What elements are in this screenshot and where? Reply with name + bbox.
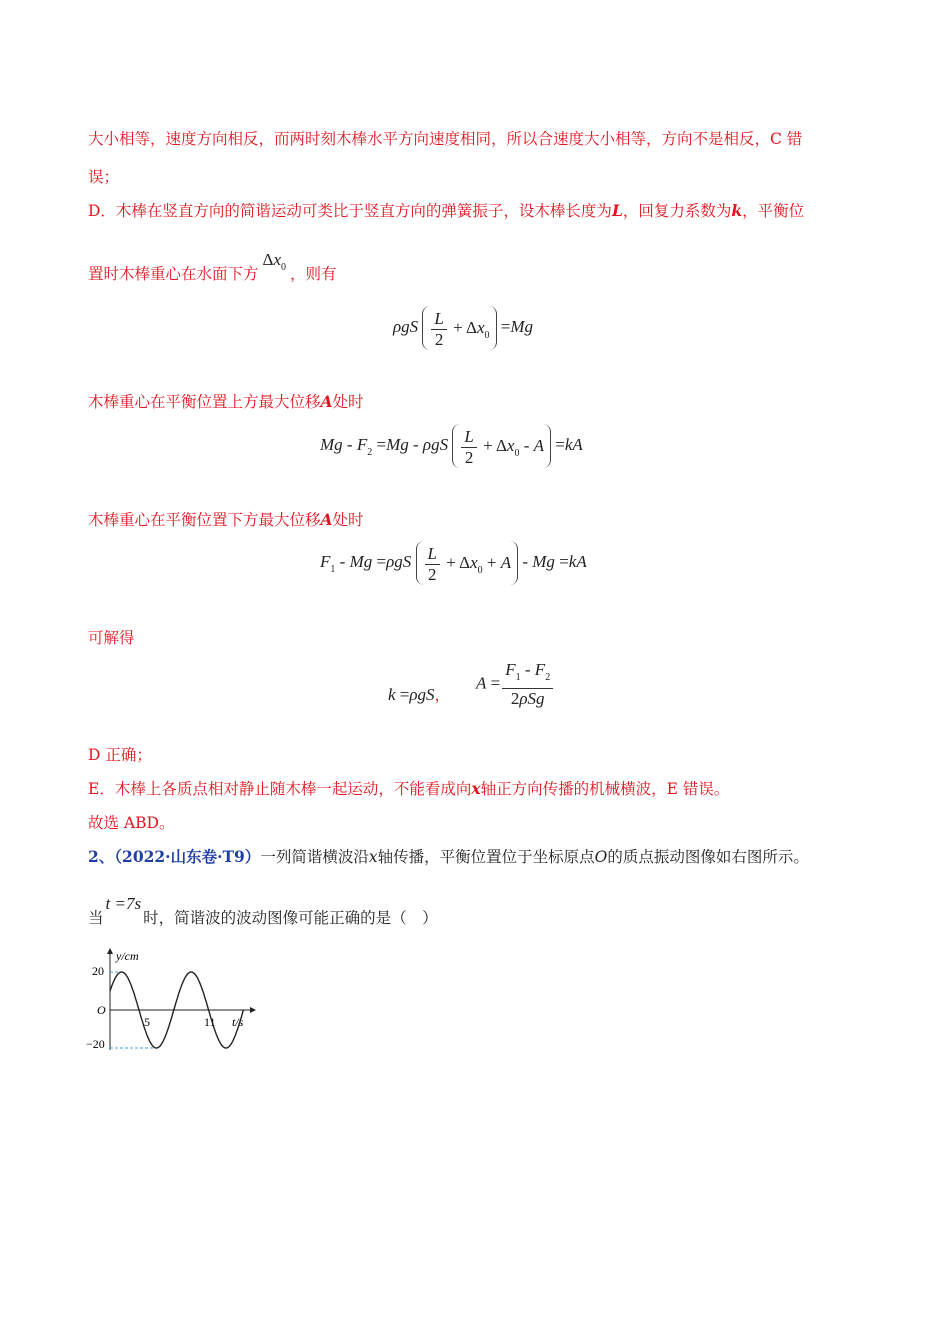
x-axis-label: t/s (232, 1015, 244, 1029)
q2-text-c: 的质点振动图像如右图所示。 (607, 848, 809, 866)
y-tick-20: 20 (92, 964, 104, 978)
e-suffix: 轴正方向传播的机械横波，E 错误。 (480, 780, 730, 798)
below-suffix: 处时 (332, 511, 364, 529)
below-prefix: 木棒重心在平衡位置下方最大位移 (88, 511, 321, 529)
equation-4-A: A = $\frac{F_1 - F_2}{\text{2ρSg}}$ (476, 660, 555, 709)
y-tick-neg20: −20 (86, 1037, 105, 1051)
question-2-line-2 (88, 894, 438, 928)
text-line-d-intro (88, 199, 804, 221)
q2-var-O: O (594, 848, 608, 866)
q2-number: 2、 (88, 847, 115, 866)
vibration-graph (84, 948, 264, 1058)
question-2-line (88, 845, 809, 867)
y-axis-arrow (107, 948, 113, 954)
var-x-e: x (471, 779, 481, 798)
equation-1: ρgS $\frac{L}{2}$ + $\Delta x_0 =Mg$ (393, 306, 533, 350)
e-prefix: E．木棒上各质点相对静止随木棒一起运动，不能看成向 (88, 780, 472, 798)
d-intro-prefix: D．木棒在竖直方向的简谐运动可类比于竖直方向的弹簧振子，设木棒长度为 (88, 202, 612, 220)
text-line-below (88, 508, 364, 530)
var-k: k (731, 201, 743, 220)
var-A-above: A (320, 392, 333, 411)
d-intro-end: ，平衡位 (742, 202, 805, 220)
x-axis-arrow (250, 1007, 256, 1013)
above-suffix: 处时 (332, 393, 364, 411)
var-A-below: A (320, 510, 333, 529)
text-line-c-explanation: 大小相等，速度方向相反，而两时刻木棒水平方向速度相同，所以合速度大小相等，方向不是相反，C 错 (88, 130, 803, 148)
y-axis-label: y/cm (116, 949, 139, 963)
var-L: L (611, 201, 623, 220)
origin-label: O (97, 1003, 106, 1017)
text-line-balance (88, 250, 337, 287)
text-line-solve: 可解得 (88, 629, 135, 647)
delta-x0-symbol: $\Delta x_0$ (262, 250, 286, 273)
text-line-e (88, 777, 729, 799)
balance-suffix: ，则有 (290, 265, 337, 283)
q2-var-x: x (368, 848, 378, 866)
d-intro-mid: ，回复力系数为 (622, 202, 732, 220)
q2-when: 当 (88, 909, 104, 927)
q2-text-a: 一列简谐横波沿 (260, 848, 369, 866)
equation-2: $Mg - F_2 =Mg - \rho gS$ $\frac{L}{2}$ + $\Delta x_0 - A =kA$ (320, 424, 583, 468)
equation-4-k: k =ρgS， (388, 685, 450, 704)
text-line-d-correct: D 正确； (88, 746, 152, 764)
above-prefix: 木棒重心在平衡位置上方最大位移 (88, 393, 321, 411)
text-line-answer: 故选 ABD。 (88, 814, 175, 832)
text-line-c-end: 误； (88, 168, 120, 186)
equation-3: $F_1 - Mg =\rho gS$ $\frac{L}{2}$ + $\Delta x_0 + A - Mg =kA$ (320, 541, 587, 585)
q2-source: （2022·山东卷·T9） (114, 847, 261, 866)
balance-prefix: 置时木棒重心在水面下方 (88, 265, 259, 283)
q2-time: t =7s (105, 894, 142, 913)
text-line-above (88, 390, 364, 412)
x-tick-5: 5 (144, 1015, 150, 1029)
q2-text-b: 轴传播，平衡位置位于坐标原点 (377, 848, 595, 866)
x-tick-11: 11 (204, 1015, 216, 1029)
q2-rest: 时，简谐波的波动图像可能正确的是（ ） (143, 909, 438, 927)
